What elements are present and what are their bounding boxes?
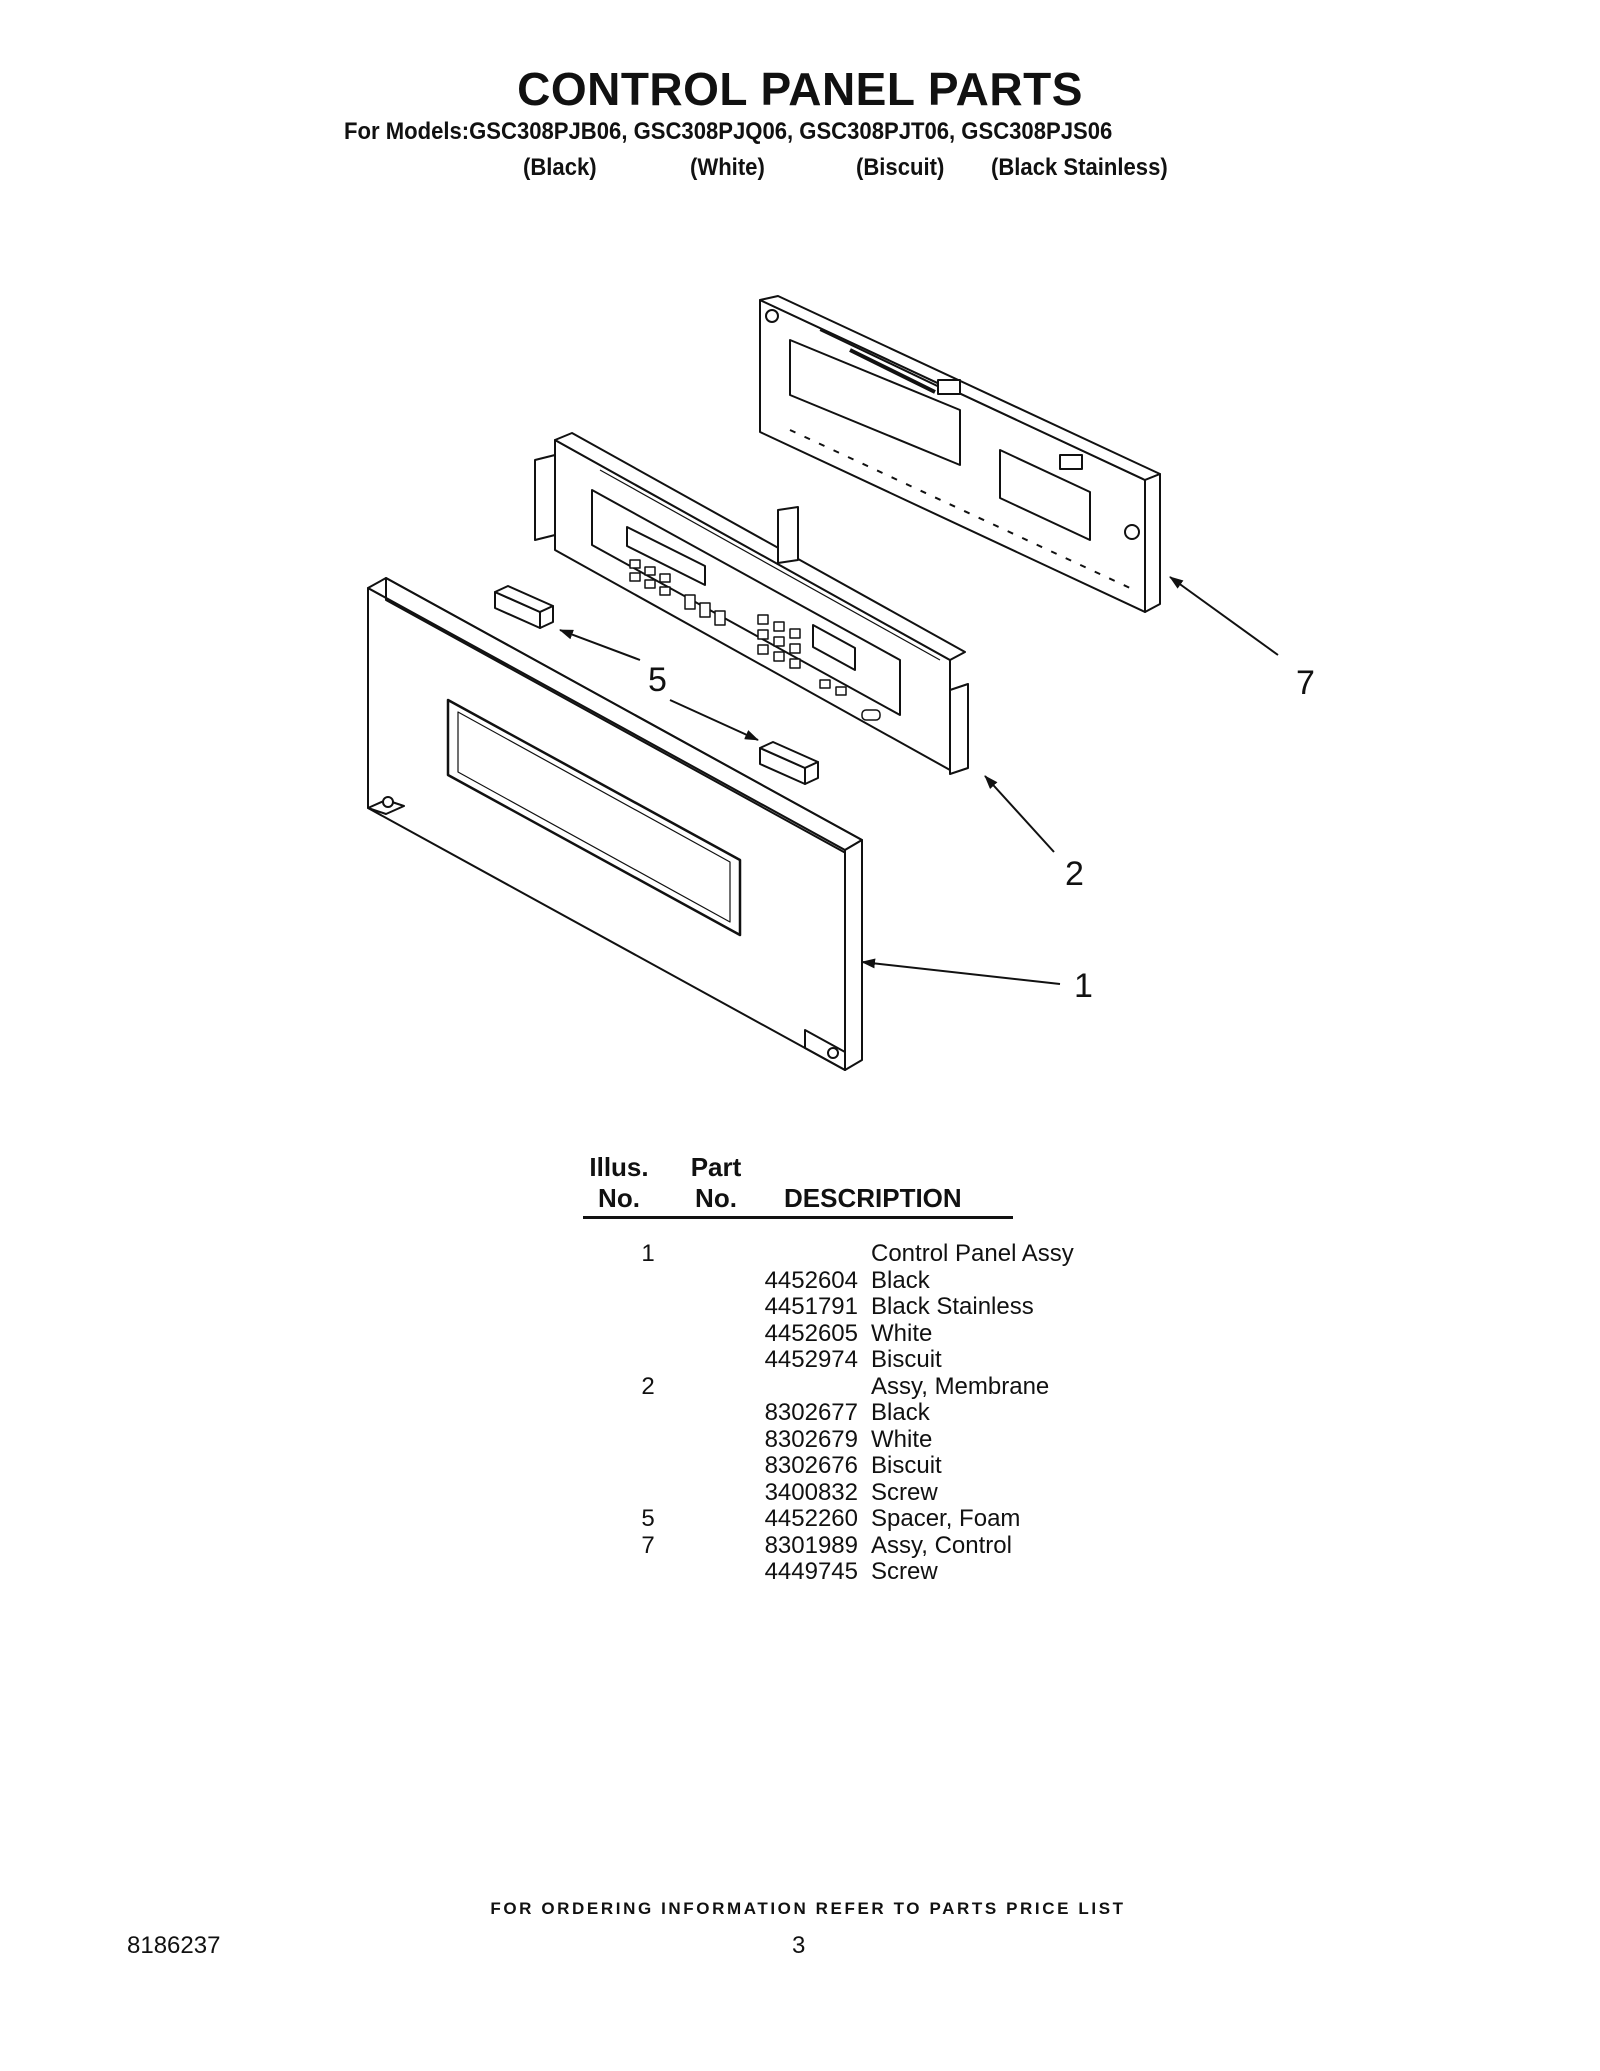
part-number	[669, 1374, 871, 1401]
header-rule	[583, 1216, 1013, 1219]
illus-number	[583, 1347, 669, 1374]
part-number: 4452974	[764, 1346, 858, 1373]
color-label-black-stainless: (Black Stainless)	[991, 154, 1168, 181]
leader-arrow-5b	[670, 700, 758, 740]
header-illus-line2: No.	[598, 1183, 640, 1213]
table-row	[583, 1294, 1074, 1321]
ordering-note: FOR ORDERING INFORMATION REFER TO PARTS PRICE LIST	[490, 1899, 1126, 1918]
table-row	[583, 1241, 1074, 1268]
illus-number	[583, 1294, 669, 1321]
color-label-biscuit: (Biscuit)	[856, 154, 945, 181]
part-description: Biscuit	[871, 1346, 942, 1373]
illus-number	[583, 1533, 669, 1560]
header-part-no	[682, 1152, 750, 1214]
part-number: 4449745	[764, 1558, 858, 1585]
callout-1: 1	[1074, 967, 1093, 1005]
control-assembly-part-7	[760, 296, 1160, 612]
callout-7: 7	[1296, 664, 1315, 702]
part-number: 4452260	[764, 1505, 858, 1532]
illus-number-text: 2	[641, 1372, 655, 1400]
illus-number	[583, 1480, 669, 1507]
part-number: 8302677	[764, 1399, 858, 1426]
illus-number-text: 1	[641, 1240, 655, 1267]
illus-number	[583, 1268, 669, 1295]
part-number: 8302676	[764, 1452, 858, 1479]
page-title: CONTROL PANEL PARTS	[517, 63, 1083, 115]
illus-number	[583, 1506, 669, 1533]
part-number: 4452605	[764, 1319, 858, 1347]
table-row	[583, 1506, 1074, 1533]
part-number: 4452604	[764, 1266, 858, 1294]
illus-number	[583, 1241, 669, 1268]
color-label-white: (White)	[690, 154, 765, 181]
illus-number	[583, 1374, 669, 1401]
parts-table	[583, 1241, 1074, 1586]
header-part-line2: No.	[695, 1183, 737, 1213]
part-description: Screw	[871, 1478, 938, 1506]
models-line: For Models:GSC308PJB06, GSC308PJQ06, GSC308PJT06, GSC308PJS06	[344, 118, 1113, 145]
leader-arrow-2	[985, 776, 1054, 852]
foam-spacer-part-5a	[495, 586, 553, 628]
table-row	[583, 1427, 1074, 1454]
table-row	[583, 1268, 1074, 1295]
illus-number-text: 7	[641, 1531, 655, 1559]
header-illus-no	[580, 1152, 658, 1214]
part-description: Spacer, Foam	[871, 1505, 1021, 1532]
illus-number	[583, 1400, 669, 1427]
header-description: DESCRIPTION	[784, 1183, 962, 1213]
part-description: Black	[871, 1399, 930, 1426]
document-number: 8186237	[127, 1932, 221, 1959]
part-description: Black	[871, 1266, 930, 1294]
part-number: 8301989	[764, 1531, 858, 1559]
part-description: White	[871, 1425, 933, 1453]
part-description: Biscuit	[871, 1452, 942, 1479]
leader-arrow-7	[1170, 577, 1278, 655]
callout-5: 5	[648, 661, 667, 699]
table-row	[583, 1559, 1074, 1586]
table-row	[583, 1321, 1074, 1348]
part-number: 3400832	[764, 1478, 858, 1506]
illus-number	[583, 1559, 669, 1586]
table-row	[583, 1480, 1074, 1507]
table-row	[583, 1533, 1074, 1560]
foam-spacer-part-5b	[760, 742, 818, 784]
table-row	[583, 1400, 1074, 1427]
table-row	[583, 1347, 1074, 1374]
illus-number	[583, 1453, 669, 1480]
part-number: 8302679	[764, 1425, 858, 1453]
illus-number	[583, 1427, 669, 1454]
part-number: 4451791	[764, 1293, 858, 1320]
callout-2: 2	[1065, 855, 1084, 893]
part-description: Black Stainless	[871, 1293, 1034, 1320]
header-part-line1: Part	[690, 1152, 742, 1182]
part-description: Control Panel Assy	[871, 1240, 1074, 1267]
page-number: 3	[792, 1932, 806, 1959]
part-number	[669, 1241, 871, 1268]
leader-arrow-5a	[560, 630, 640, 660]
leader-arrow-1	[862, 962, 1060, 984]
table-row	[583, 1374, 1074, 1401]
part-description: Assy, Membrane	[871, 1372, 1050, 1400]
color-label-black: (Black)	[523, 154, 597, 181]
header-illus-line1: Illus.	[589, 1152, 649, 1182]
part-description: Screw	[871, 1558, 938, 1585]
part-description: Assy, Control	[871, 1531, 1012, 1559]
part-description: White	[871, 1319, 933, 1347]
illus-number	[583, 1321, 669, 1348]
illus-number-text: 5	[641, 1505, 655, 1532]
table-row	[583, 1453, 1074, 1480]
